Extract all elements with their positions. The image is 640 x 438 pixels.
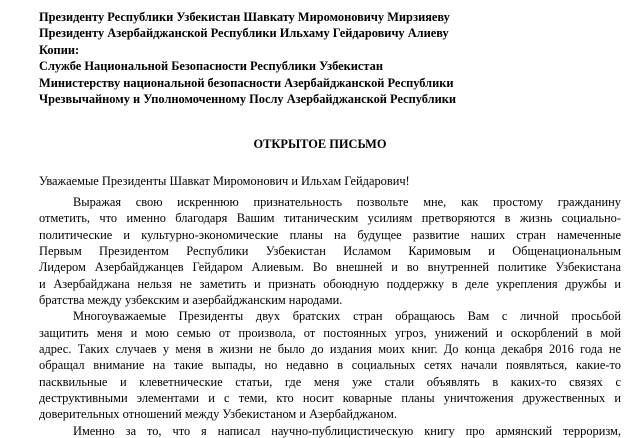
body-line: обращал внимание на такие выпады, но недавно в социальных сетях начали появляться, какие-то (39, 358, 621, 373)
body-line: доверительных отношений между Узбекистаном и Азербайджаном. (39, 407, 397, 422)
letter-title: ОТКРЫТОЕ ПИСЬМО (253, 137, 387, 151)
copies-label: Копии: (39, 42, 80, 57)
body-line: защитить меня и мою семью от произвола, от постоянных угроз, унижений и оскорблений в мой (39, 325, 621, 340)
addressee-line: Президенту Азербайджанской Республики Ильхаму Гейдаровичу Алиеву (39, 26, 449, 41)
body-line: деструктивными элементами и с теми, кто носит коварные планы уничтожения дружественных и (39, 391, 621, 406)
addressee-line: Президенту Республики Узбекистан Шавкату Миромоновичу Мирзияеву (39, 10, 450, 24)
body-line: Выражая свою искреннюю признательность позвольте мне, как простому гражданину (73, 195, 621, 209)
letter-body (39, 194, 621, 438)
addressee-line: Министерству национальной безопасности Азербайджанской Республики (39, 75, 454, 90)
body-line: пасквильные и клеветнические статьи, где меня уже стали объявлять в каких-то связях с (39, 374, 621, 389)
body-line: адрес. Таких случаев у меня в жизни не было до издания моих книг. До конца декабря 2016 года не (39, 342, 621, 357)
addressee-block (39, 9, 599, 107)
body-line: политические и культурно-экономические планы на будущее развитие наших стран намеченные (39, 227, 621, 242)
addressee-line: Чрезвычайному и Уполномоченному Послу Азербайджанской Республики (39, 91, 457, 106)
body-line: братства между узбекским и азербайджанским народами. (39, 293, 343, 308)
body-line: и Азербайджана нельзя не заметить и признать обоюдную поддержку в деле укрепления дружбы и (39, 276, 621, 291)
body-line: Именно за то, что я написал научно-публицистическую книгу про армянский терроризм, (73, 423, 621, 438)
greeting: Уважаемые Президенты Шавкат Миромонович и Ильхам Гейдарович! (39, 174, 410, 188)
addressee-line: Службе Национальной Безопасности Республики Узбекистан (39, 59, 384, 74)
body-line: Первым Президентом Республики Узбекистан Исламом Каримовым и Общенациональным (39, 244, 621, 259)
body-line: Многоуважаемые Президенты двух братских стран обращаюсь Вам с личной просьбой (73, 309, 621, 324)
body-line: отметить, что именно благодаря Вашим титаническим усилиям претворяются в жизнь социально- (39, 211, 621, 226)
body-line: Лидером Азербайджанцев Гейдаром Алиевым. Во внешней и во внутренней политике Узбекистана (39, 260, 621, 275)
